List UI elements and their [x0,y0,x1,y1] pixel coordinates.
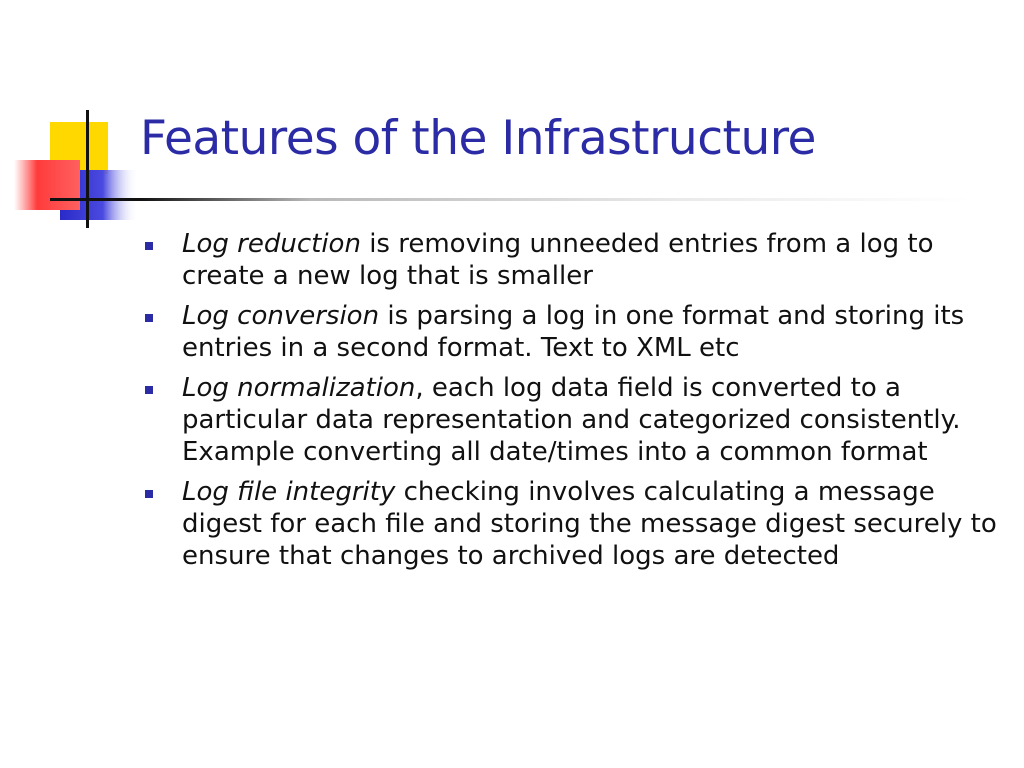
bullet-item-log-reduction [140,228,1010,292]
bullet-item-log-file-integrity [140,476,1010,572]
slide-title: Features of the Infrastructure [140,111,816,166]
bullet-term: Log reduction [182,229,361,259]
square-bullet-icon [145,314,153,322]
bullet-item-log-conversion [140,300,1010,364]
square-bullet-icon [145,490,153,498]
bullet-text: , each log data field is converted to a particular data representation and categorized consistently. Example converting all date/times into a common format [182,373,961,467]
bullet-term: Log conversion [182,301,380,331]
title-underline [50,198,970,201]
bullet-term: Log file integrity [182,477,396,507]
bullet-list [140,228,1010,580]
square-blocks-logo [0,0,140,240]
bullet-term: Log normalization [182,373,416,403]
bullet-text: is removing unneeded entries from a log to create a new log that is smaller [182,229,934,291]
square-bullet-icon [145,242,153,250]
bullet-text: checking involves calculating a message digest for each file and storing the message digest securely to ensure that changes to archived logs are detected [182,477,997,571]
bullet-text: is parsing a log in one format and storing its entries in a second format. Text to XML etc [182,301,965,363]
square-bullet-icon [145,386,153,394]
bullet-item-log-normalization [140,372,1010,468]
